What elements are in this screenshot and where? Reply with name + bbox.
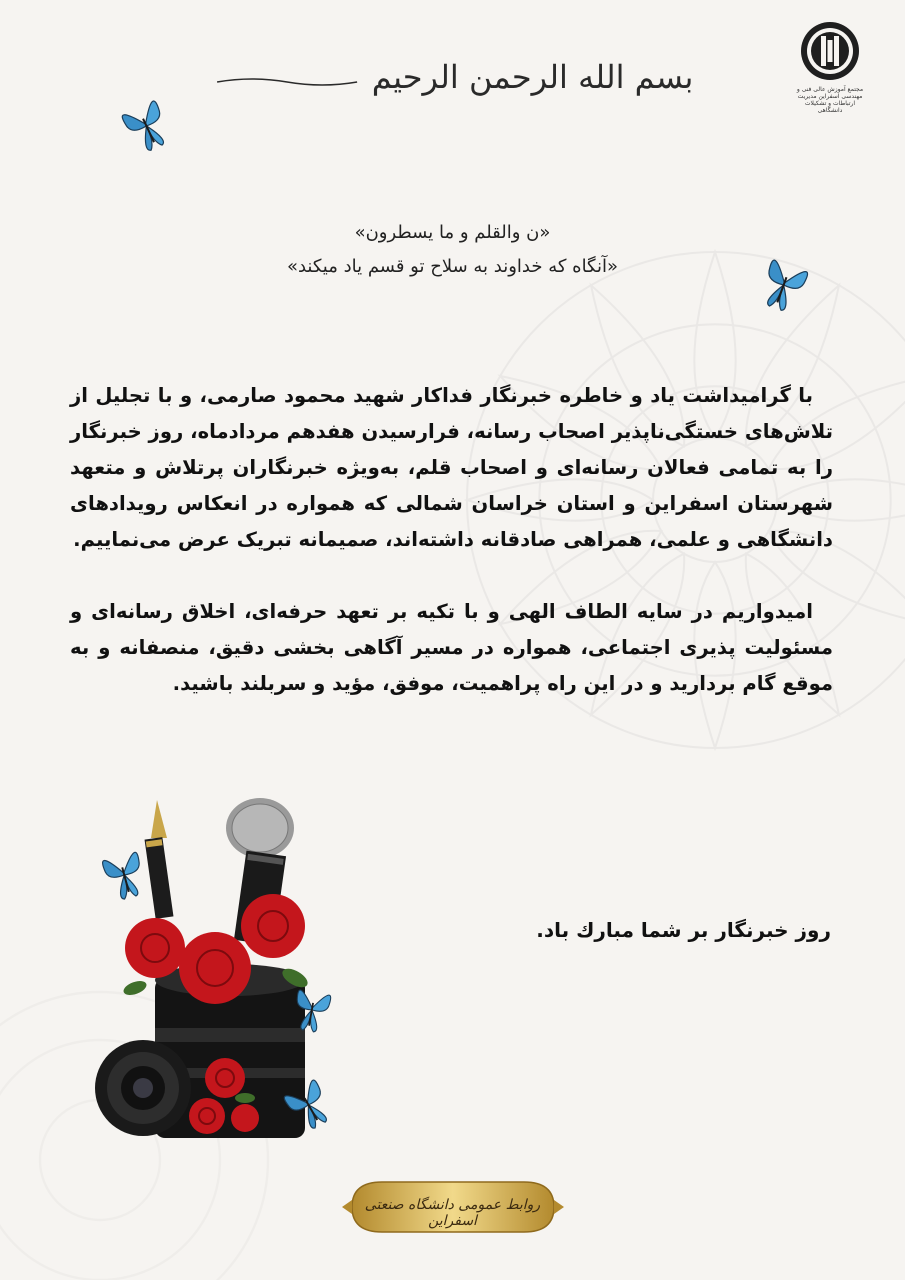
public-relations-signature [342, 1172, 564, 1242]
basmala-text: بسم الله الرحمن الرحیم [371, 58, 694, 96]
signature-text: روابط عمومی دانشگاه صنعتی اسفراین [364, 1197, 541, 1229]
closing-wish: روز خبرنگار بر شما مبارك باد. [536, 918, 831, 942]
basmala-calligraphy [212, 58, 694, 96]
logo-caption: مجتمع آموزش عالی فنی و مهندسی اسفراین مدیریت ارتباطات و تشکیلات دانشگاهی [796, 86, 864, 114]
university-logo [795, 20, 865, 114]
butterfly-icon [286, 976, 338, 1042]
butterfly-icon [278, 1068, 338, 1140]
message-paragraph-2: امیدواریم در سایه الطاف الهی و با تکیه بر تعهد حرفه‌ای، اخلاق رسانه‌ای و مسئولیت پذیری اجتماعی، همواره در مسیر آگاهی بخشی دقیق، منصفانه و به موقع گام بردارید و در این راه پراهمیت، موفق، مؤید و سربلند باشید. [70, 600, 833, 695]
university-emblem-icon [799, 20, 861, 82]
verse-arabic: «ن والقلم و ما یسطرون» [354, 222, 551, 243]
calligraphy-flourish-icon [212, 76, 362, 88]
butterfly-icon [118, 88, 174, 162]
butterfly-icon [752, 246, 816, 322]
verse-translation: «آنگاه که خداوند به سلاح تو قسم یاد میکند» [286, 256, 619, 277]
message-paragraph-1: با گرامیداشت یاد و خاطره خبرنگار فداکار شهید محمود صارمی، و با تجلیل از تلاش‌های خستگی‌ناپذیر اصحاب رسانه، فرارسیدن هفدهم مردادماه، روز خبرنگار را به تمامی فعالان رسانه‌ای و اصحاب قلم، به‌ویژه خبرنگاران پرتلاش و متعهد شهرستان اسفراین و استان خراسان شمالی که همواره در انعکاس رویدادهای دانشگاهی و علمی، همراهی صادقانه داشته‌اند، صمیمانه تبریک عرض می‌نماییم. [70, 384, 833, 551]
congratulation-message [70, 378, 833, 702]
butterfly-icon [96, 838, 152, 910]
